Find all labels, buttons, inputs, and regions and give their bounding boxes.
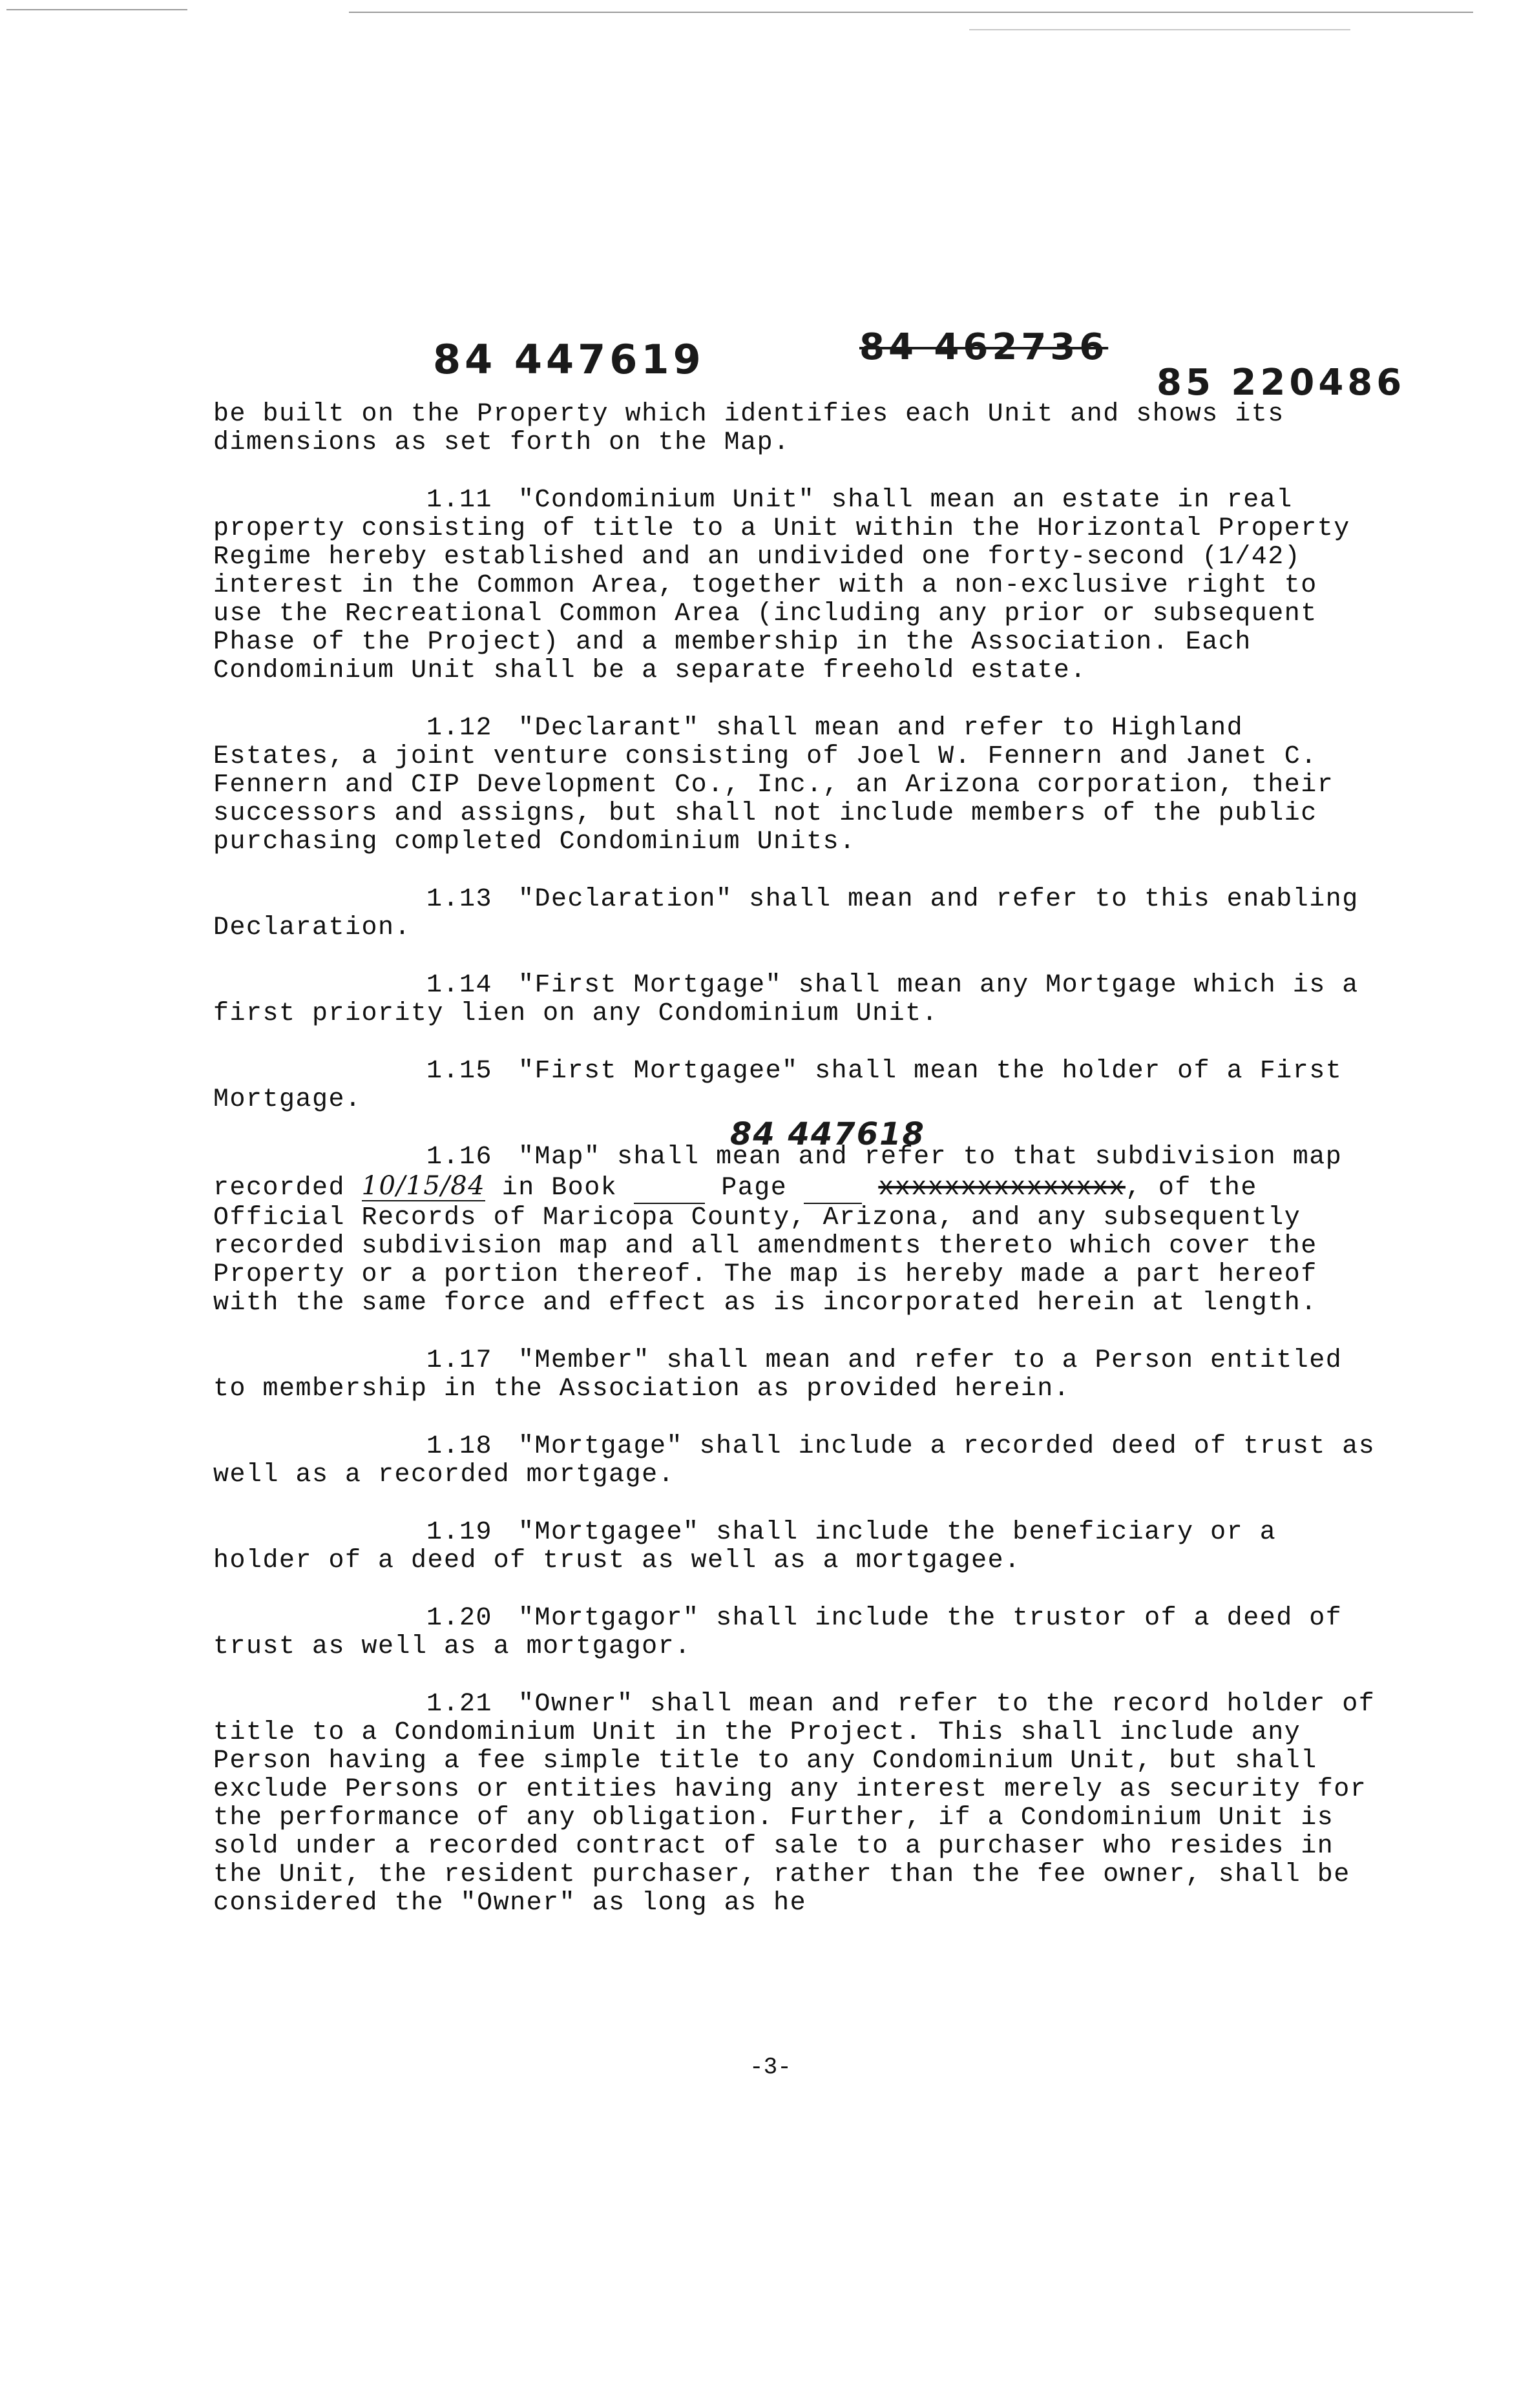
definition-paragraph [213, 1604, 1383, 1661]
definition-paragraph [213, 1690, 1383, 1918]
definition-paragraph [213, 486, 1383, 685]
section-number: 1.11 [426, 486, 493, 515]
redacted-reference: xxxxxxxxxxxxxxx [878, 1174, 1126, 1203]
intro-paragraph [213, 400, 1383, 457]
definition-text: "Declaration" shall mean and refer to this enabling Declaration. [213, 885, 1359, 942]
section-number: 1.19 [426, 1518, 493, 1547]
definition-text: "Mortgagor" shall include the trustor of a deed of trust as well as a mortgagor. [213, 1604, 1343, 1661]
document-body [213, 400, 1383, 1947]
section-number: 1.15 [426, 1057, 493, 1086]
intro-text: be built on the Property which identifies each Unit and shows its dimensions as set forth on the Map. [213, 400, 1284, 457]
definition-text: "Condominium Unit" shall mean an estate in real property consisting of title to a Unit within the Horizontal Property Regime hereby established and an undivided one forty-second (1/42) interest in the Common Area, together with a non-exclusive right to use the Recreational Common Area (including any prior or subsequent Phase of the Project) and a membership in the Association. Each Condominium Unit shall be a separate freehold estate. [213, 486, 1350, 685]
section-number: 1.20 [426, 1604, 493, 1633]
map-text-part4: , of the Official Records of Maricopa County, Arizona, and any subsequently recorded subdivision map and all amendments thereto which cover the Property or a portion thereof. The map is hereby made a part hereof with the same force and effect as is incorporated herein at length. [213, 1174, 1317, 1318]
definition-text: "Mortgage" shall include a recorded deed of trust as well as a recorded mortgage. [213, 1432, 1376, 1489]
page-number: -3- [749, 2054, 791, 2081]
map-definition-paragraph [213, 1116, 1383, 1318]
definition-text: "Mortgagee" shall include the beneficiary or a holder of a deed of trust as well as a mortgagee. [213, 1518, 1277, 1575]
recording-number-stamp: 84 447619 [433, 336, 705, 383]
scan-artifact-line [349, 12, 1473, 13]
map-text-part2: in Book [501, 1174, 618, 1203]
definition-paragraph [213, 1519, 1383, 1575]
section-number: 1.14 [426, 971, 493, 1000]
scan-artifact-line [6, 9, 187, 10]
definition-paragraph [213, 1057, 1383, 1114]
map-text-part3: Page [721, 1174, 788, 1203]
recorded-date-handwritten: 10/15/84 [361, 1171, 486, 1201]
definition-paragraph [213, 1433, 1383, 1489]
definition-text: "Declarant" shall mean and refer to Highland Estates, a joint venture consisting of Joel W. Fennern and Janet C. Fennern and CIP Development Co., Inc., an Arizona corporation, their successors and assigns, but shall not include members of the public purchasing completed Condominium Units. [213, 714, 1334, 856]
map-text-part1: "Map" shall mean and refer to that subdivision map recorded [213, 1143, 1343, 1203]
section-number: 1.18 [426, 1432, 493, 1461]
definition-text: "Member" shall mean and refer to a Person entitled to membership in the Association as provided herein. [213, 1346, 1343, 1404]
book-blank [634, 1174, 705, 1204]
definition-paragraph [213, 714, 1383, 856]
section-number: 1.13 [426, 885, 493, 914]
handwritten-map-number: 84 447618 [730, 1116, 925, 1152]
struck-recording-number: 84 462736 [859, 326, 1109, 368]
definition-paragraph [213, 886, 1383, 942]
definition-text: "First Mortgage" shall mean any Mortgage which is a first priority lien on any Condominium Unit. [213, 971, 1359, 1028]
secondary-recording-number: 85 220486 [1157, 362, 1406, 404]
definition-paragraph [213, 971, 1383, 1028]
definition-text: "Owner" shall mean and refer to the record holder of title to a Condominium Unit in the Project. This shall include any Person having a fee simple title to any Condominium Unit, but shall exclude Persons or entities having any interest merely as security for the performance of any obligation. Further, if a Condominium Unit is sold under a recorded contract of sale to a purchaser who resides in the Unit, the resident purchaser, rather than the fee owner, shall be considered the "Owner" as long as he [213, 1690, 1376, 1918]
definition-text: "First Mortgagee" shall mean the holder of a First Mortgage. [213, 1057, 1343, 1114]
section-number: 1.21 [426, 1690, 493, 1719]
page-blank [804, 1174, 862, 1204]
section-number: 1.17 [426, 1346, 493, 1375]
definition-paragraph [213, 1347, 1383, 1404]
section-number: 1.12 [426, 714, 493, 743]
section-number: 1.16 [426, 1143, 493, 1172]
scan-artifact-line [969, 29, 1350, 30]
